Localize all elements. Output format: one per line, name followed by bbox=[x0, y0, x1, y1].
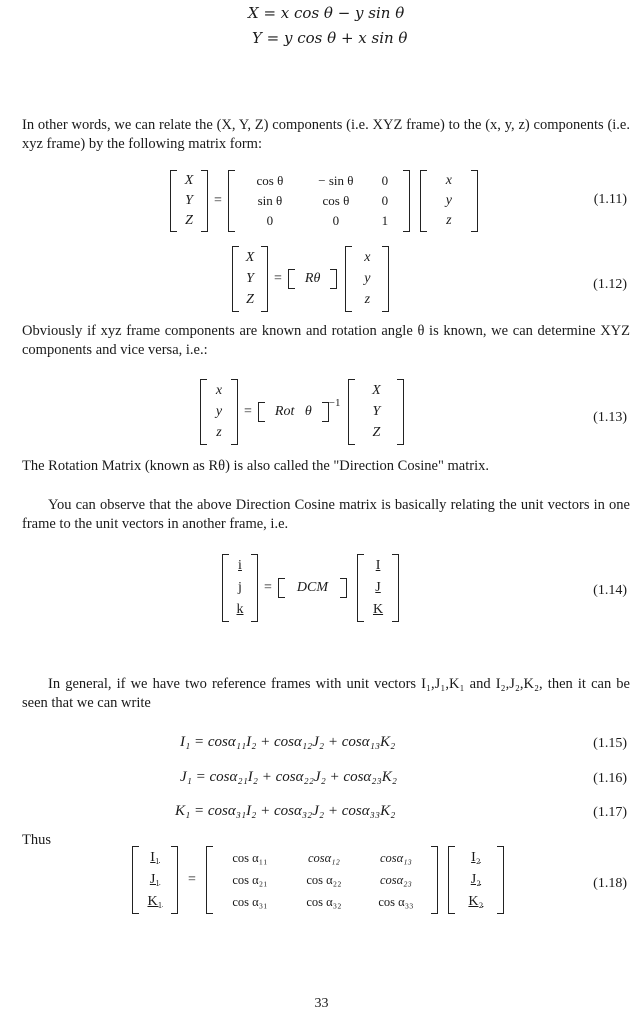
rhs-x: x bbox=[445, 173, 453, 188]
dcm-symbol: DCM bbox=[296, 580, 329, 595]
lhs-z: Z bbox=[185, 213, 193, 228]
equals-sign: = bbox=[188, 872, 196, 887]
equation-number-1-12: (1.12) bbox=[593, 277, 627, 292]
equation-1-16: J₁ = cosα₂₁I₂ + cosα₂₂J₂ + cosα₂₃K₂ bbox=[180, 769, 397, 785]
lhs-i: i bbox=[238, 558, 242, 573]
matrix-cell: cos α₃₁ bbox=[232, 894, 268, 909]
equation-1-18 bbox=[132, 845, 504, 915]
equation-1-14 bbox=[222, 553, 399, 623]
paragraph-5: In general, if we have two reference frames with unit vectors I₁,J₁,K₁ and I₂,J₂,K₂, then it can be seen that we can write bbox=[22, 676, 630, 711]
equation-number-1-11: (1.11) bbox=[593, 192, 627, 207]
equals-sign: = bbox=[244, 404, 252, 419]
equation-number-1-15: (1.15) bbox=[593, 736, 627, 751]
lhs-y: Y bbox=[185, 193, 193, 208]
matrix-cell: cos θ bbox=[322, 193, 350, 208]
matrix-cell: cos α₃₃ bbox=[378, 894, 414, 909]
rhs-j2: J₂ bbox=[470, 872, 482, 887]
matrix-cell: 0 bbox=[381, 173, 389, 188]
lhs-y: y bbox=[215, 403, 223, 419]
matrix-cell: cos α₂₂ bbox=[306, 872, 342, 887]
equation-1-12 bbox=[232, 245, 389, 313]
matrix-cell: cos α₁₁ bbox=[232, 850, 268, 865]
equation-number-1-18: (1.18) bbox=[593, 876, 627, 891]
rhs-z: z bbox=[446, 213, 452, 228]
rhs-j: J bbox=[375, 580, 381, 595]
lhs-j1: J₁ bbox=[149, 872, 161, 887]
paragraph-1: In other words, we can relate the (X, Y, Z) components (i.e. XYZ frame) to the (x, y, z) components (i.e. xyz frame) by the following matrix form: bbox=[22, 117, 630, 152]
equals-sign: = bbox=[274, 271, 282, 286]
equation-1-13 bbox=[200, 378, 404, 446]
equation-number-1-17: (1.17) bbox=[593, 805, 627, 820]
matrix-cell: sin θ bbox=[257, 193, 283, 208]
matrix-cell: − sin θ bbox=[318, 173, 354, 188]
lhs-k1: K₁ bbox=[147, 894, 163, 909]
lhs-y: Y bbox=[246, 270, 254, 286]
lhs-i1: I₁ bbox=[150, 850, 160, 865]
thus-label: Thus bbox=[22, 832, 51, 848]
rhs-i: I bbox=[375, 558, 381, 573]
equation-number-1-13: (1.13) bbox=[593, 410, 627, 425]
rhs-x: X bbox=[372, 382, 381, 398]
rhs-z: z bbox=[364, 292, 371, 308]
lhs-x: x bbox=[215, 382, 223, 398]
matrix-cell: 0 bbox=[332, 213, 340, 228]
lhs-x: X bbox=[245, 249, 255, 265]
page-number: 33 bbox=[314, 996, 329, 1011]
rotation-matrix-symbol: Rot θ bbox=[274, 404, 312, 419]
paragraph-3: The Rotation Matrix (known as Rθ) is also called the "Direction Cosine" matrix. bbox=[22, 458, 489, 474]
lhs-x: X bbox=[184, 173, 194, 188]
equation-x: X = x cos θ − y sin θ bbox=[248, 4, 405, 22]
rhs-x: x bbox=[364, 249, 371, 265]
matrix-cell: cosα₁₃ bbox=[379, 850, 412, 865]
paragraph-2: Obviously if xyz frame components are known and rotation angle θ is known, we can determine XYZ components and vice versa, i.e.: bbox=[22, 323, 630, 358]
matrix-cell: cos α₂₁ bbox=[232, 872, 268, 887]
rotation-matrix-symbol: Rθ bbox=[304, 271, 321, 286]
rhs-y: y bbox=[364, 270, 371, 286]
rhs-y: Y bbox=[372, 403, 381, 419]
lhs-z: z bbox=[216, 425, 222, 441]
lhs-j: j bbox=[238, 580, 242, 595]
rhs-z: Z bbox=[372, 425, 381, 441]
rhs-y: y bbox=[445, 193, 453, 208]
matrix-cell: 0 bbox=[266, 213, 274, 228]
inverse-exponent: −1 bbox=[328, 397, 341, 409]
lhs-z: Z bbox=[246, 292, 254, 308]
matrix-cell: 0 bbox=[381, 193, 389, 208]
equation-1-11 bbox=[170, 170, 478, 232]
paragraph-4: You can observe that the above Direction Cosine matrix is basically relating the unit vectors in one frame to the unit vectors in another frame, i.e. bbox=[22, 497, 630, 532]
equation-number-1-14: (1.14) bbox=[593, 583, 627, 598]
matrix-cell: cos θ bbox=[256, 173, 284, 188]
equation-1-15: I₁ = cosα₁₁I₂ + cosα₁₂J₂ + cosα₁₃K₂ bbox=[180, 734, 396, 750]
matrix-cell: cosα₂₃ bbox=[379, 872, 412, 887]
equation-y: Y = y cos θ + x sin θ bbox=[252, 29, 408, 47]
rhs-k2: K₂ bbox=[468, 894, 484, 909]
equals-sign: = bbox=[264, 580, 272, 595]
matrix-cell: 1 bbox=[381, 213, 389, 228]
equation-1-17: K₁ = cosα₃₁I₂ + cosα₃₂J₂ + cosα₃₃K₂ bbox=[175, 803, 396, 819]
lhs-k: k bbox=[236, 602, 244, 617]
matrix-cell: cos α₃₂ bbox=[306, 894, 342, 909]
matrix-cell: cosα₁₂ bbox=[307, 850, 340, 865]
equals-sign: = bbox=[214, 193, 222, 208]
equation-number-1-16: (1.16) bbox=[593, 771, 627, 786]
rhs-i2: I₂ bbox=[471, 850, 481, 865]
rhs-k: K bbox=[372, 602, 384, 617]
